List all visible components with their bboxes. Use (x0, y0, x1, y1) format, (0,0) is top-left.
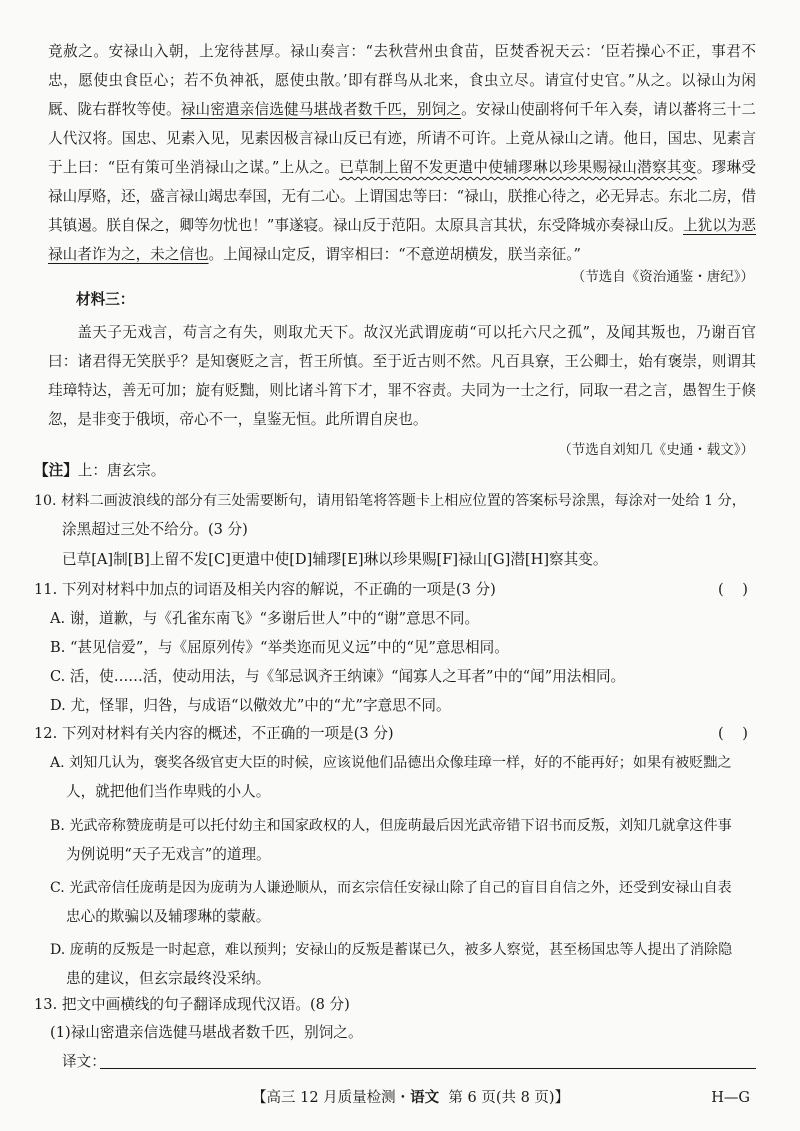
q12-option-b: B. 光武帝称赞庞萌是可以托付幼主和国家政权的人，但庞萌最后因光武帝错下诏书而反叛，刘知几就拿这件事 (50, 818, 732, 834)
q10-stem-line1: 10. 材料二画波浪线的部分有三处需要断句，请用铅笔将答题卡上相应位置的答案标号涂黑，每涂对一处给 1 分， (34, 493, 746, 509)
q10-segment: 琳以珍果赐 (363, 551, 437, 568)
bubble-f[interactable]: [F] (436, 551, 459, 568)
material3-heading: 材料三： (76, 291, 135, 308)
bubble-g[interactable]: [G] (487, 551, 511, 568)
q12-option-c: C. 光武帝信任庞萌是因为庞萌为人谦逊顺从，而玄宗信任安禄山除了自己的盲目自信之外，还受到安禄山自表 (50, 880, 732, 896)
material2-source: （节选自《资治通鉴・唐纪》） (571, 269, 754, 285)
q10-segment: 制 (113, 551, 128, 568)
q11-answer-paren[interactable]: ( ) (718, 581, 748, 598)
q10-segment: 已草 (62, 551, 92, 568)
q13-answer-label: 译文： (62, 1053, 106, 1070)
passage-text: 。上闻禄山定反，谓宰相曰：“不意逆胡横发，朕当亲征。” (208, 246, 582, 263)
bubble-c[interactable]: [C] (208, 551, 231, 568)
q11-option-d: D. 尤，怪罪，归咎，与成语“以儆效尤”中的“尤”字意思不同。 (50, 697, 451, 714)
underlined-sentence-1: 禄山密遣亲信选健马堪战者数千匹，别饲之 (180, 101, 462, 118)
q13-stem: 13. 把文中画横线的句子翻译成现代汉语。(8 分) (34, 996, 350, 1013)
q11-stem: 11. 下列对材料中加点的词语及相关内容的解说，不正确的一项是(3 分) (34, 581, 496, 598)
bubble-d[interactable]: [D] (289, 551, 313, 568)
note (34, 461, 165, 481)
q10-stem-line2: 涂黑超过三处不给分。(3 分) (62, 521, 248, 538)
q10-segment: 更遣中使 (230, 551, 290, 568)
q12-stem: 12. 下列对材料有关内容的概述，不正确的一项是(3 分) (34, 725, 394, 742)
passage-text: 。安禄山使副将何千年入奏，请以蕃将三十二人代汉将。国忠、见素入见，见素因极言禄山反已有迹，所请不可许。上竟从禄山之请。他日，国忠、见素言于上曰：“臣有策可坐消禄山之谋。”上从之。 (48, 101, 756, 176)
bubble-b[interactable]: [B] (127, 551, 150, 568)
q12-answer-paren[interactable]: ( ) (718, 725, 748, 742)
q12-option-a-cont: 人，就把他们当作卑贱的小人。 (66, 783, 271, 800)
bubble-e[interactable]: [E] (341, 551, 364, 568)
q11-option-c: C. 活，使……活，使动用法，与《邹忌讽齐王纳谏》“闻寡人之耳者”中的“闻”用法相同。 (50, 668, 626, 685)
q11-option-b: B. “甚见信爱”，与《屈原列传》“举类迩而见义远”中的“见”意思相同。 (50, 639, 509, 656)
bubble-h[interactable]: [H] (524, 551, 550, 568)
q12-option-d-cont: 患的建议，但玄宗最终没采纳。 (66, 970, 271, 987)
q13-sub1: (1)禄山密遣亲信选健马堪战者数千匹，别饲之。 (50, 1024, 363, 1041)
wavy-underlined-sentence: 已草制上留不发更遣中使辅璆琳以珍果赐禄山潜察其变 (339, 159, 697, 176)
passage-text: 竟赦之。安禄山入朝，上宠待甚厚。禄山奏言：“去秋营州虫食苗，臣焚香祝天云：‘臣若操心不正，事君不忠，愿使虫食臣心；若不负神祇，愿使虫散。’即有群鸟从北来，食虫立尽。请宣付史官。”从之。以禄山为闲厩、陇右群牧等使。 (48, 43, 756, 118)
note-label: 【注】 (34, 462, 78, 479)
material2-passage (48, 37, 756, 269)
footer-subject: 语文 (410, 1089, 440, 1106)
footer-post: 第 6 页(共 8 页)】 (439, 1090, 570, 1106)
q12-option-d: D. 庞萌的反叛是一时起意，难以预判；安禄山的反叛是蓄谋已久，被多人察觉，甚至杨国忠等人提出了消除隐 (50, 942, 733, 958)
note-text: 上：唐玄宗。 (77, 462, 166, 479)
q12-option-c-cont: 忠心的欺骗以及辅璆琳的蒙蔽。 (66, 908, 271, 925)
passage-text: 。璆琳受禄山厚赂，还，盛言禄山竭忠奉国，无有二心。上谓国忠等曰：“禄山，朕推心待之，必无异志。东北二房，借其镇遏。朕自保之，卿等勿忧也！”事遂寝。禄山反于范阳。太原具言其状，东受降城亦奏禄山反。 (48, 159, 756, 234)
q11-option-a: A. 谢，道歉，与《孔雀东南飞》“多谢后世人”中的“谢”意思不同。 (50, 610, 480, 627)
q13-answer-line[interactable] (100, 1067, 756, 1069)
q10-segment: 禄山 (458, 551, 488, 568)
q10-answer-options (62, 550, 607, 570)
q10-segment: 潜 (510, 551, 525, 568)
q10-segment: 察其变。 (549, 551, 608, 568)
footer-pre: 【高三 12 月质量检测・ (252, 1090, 411, 1106)
underlined-sentence-2: 上犹以为恶禄山者诈为之，未之信也 (48, 217, 756, 263)
footer-info (252, 1088, 569, 1108)
q12-option-a: A. 刘知几认为，褒奖各级官吏大臣的时候，应该说他们品德出众像珪璋一样，好的不能再好；如果有被贬黜之 (50, 755, 732, 771)
q12-option-b-cont: 为例说明“天子无戏言”的道理。 (66, 846, 271, 863)
q10-segment: 辅璆 (312, 551, 342, 568)
material3-passage: 盖天子无戏言，苟言之有失，则取尤天下。故汉光武谓庞萌“可以托六尺之孤”，及闻其叛也，乃谢百官曰：诸君得无笑朕乎？是知褒贬之言，哲王所慎。至于近古则不然。凡百具寮，王公卿士，始有褒崇，则谓其珪璋特达，善无可加；旋有贬黜，则比诸斗筲下才，罪不容责。夫同为一士之行，同取一君之言，愚智生于倏忽，是非变于俄顷，帝心不一，皇鉴无恒。此所谓自戾也。 (48, 324, 756, 428)
q10-segment: 上留不发 (149, 551, 209, 568)
material3-source: （节选自刘知几《史通・载文》） (558, 442, 754, 458)
footer-tag: H—G (711, 1090, 750, 1106)
bubble-a[interactable]: [A] (91, 551, 114, 568)
